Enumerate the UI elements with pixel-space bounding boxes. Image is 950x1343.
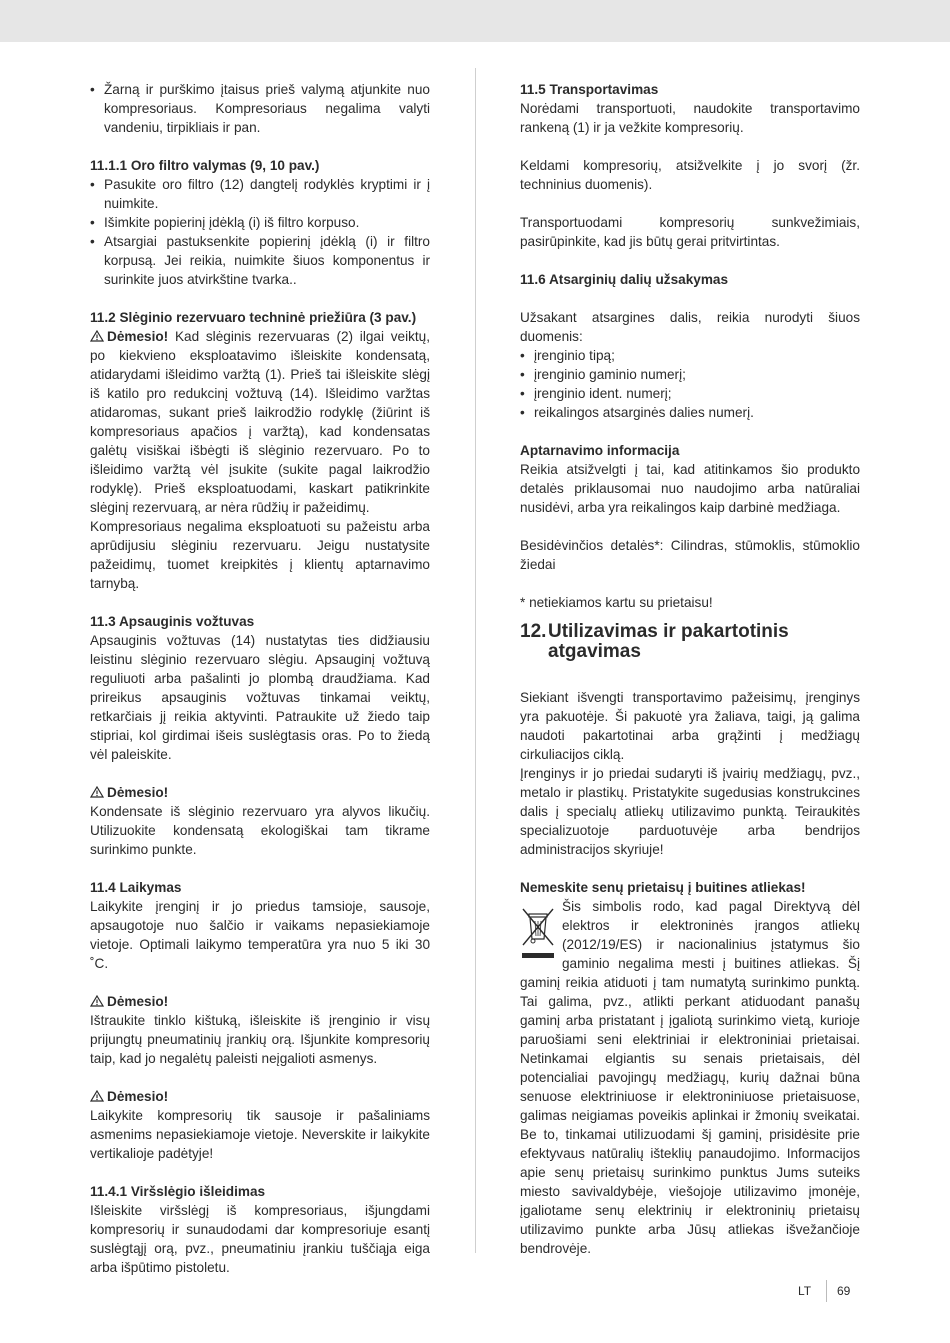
intro-bullet: • Žarną ir purškimo įtaisus prieš valymą atjunkite nuo kompresoriaus. Kompresoriaus negalima valyti vandeniu, tirpikliais ir pan.: [90, 80, 430, 137]
footnote: * netiekiamos kartu su prietaisu!: [520, 595, 713, 610]
left-column: [90, 80, 430, 1277]
transport-text: Transportuodami kompresorių sunkvežimiais, pasirūpinkite, kad jis būtų gerai pritvirtintas.: [520, 215, 860, 249]
attention-label: Dėmesio!: [107, 329, 169, 344]
attention-label: Dėmesio!: [107, 785, 169, 800]
filter-bullet: • Išimkite popierinį įdėklą (i) iš filtro korpuso.: [90, 213, 430, 232]
warning-triangle-icon: [90, 330, 104, 342]
attention-label: Dėmesio!: [107, 1089, 169, 1104]
attention-text: Kondensate iš slėginio rezervuaro yra alyvos likučių. Utilizuokite kondensatą ekologiškai tam tikrame surinkimo punkte.: [90, 804, 430, 857]
parts-heading: 11.6 Atsarginių dalių užsakymas: [520, 272, 729, 287]
page-number: 69: [837, 1284, 851, 1298]
parts-bullet: • įrenginio ident. numerį;: [520, 384, 860, 403]
tank-paragraph: [90, 327, 430, 517]
filter-bullet: • Atsargiai pastuksenkite popierinį įdėklą (i) ir filtro korpusą. Jei reikia, nuimkite šiuos komponentus ir surinkite juos atvirkštine tvarka..: [90, 232, 430, 289]
valve-heading: 11.3 Apsauginis vožtuvas: [90, 614, 255, 629]
chapter-title: Utilizavimas ir pakartotinis atgavimas: [548, 621, 789, 662]
attention-heading: [90, 992, 430, 1011]
chapter-number: 12.: [520, 621, 547, 642]
attention-text: Laikykite kompresorių tik sausoje ir pašaliniams asmenims nepasiekiamoje vietoje. Neverskite ir laikykite vertikalioje padėtyje!: [90, 1108, 430, 1161]
right-column: [520, 80, 860, 1258]
attention-heading: [90, 1087, 430, 1106]
household-heading: Nemeskite senų prietaisų į buitines atliekas!: [520, 880, 806, 895]
parts-bullet: • įrenginio tipą;: [520, 346, 860, 365]
parts-bullet: • reikalingos atsarginės dalies numerį.: [520, 403, 860, 422]
transport-text: Norėdami transportuoti, naudokite transportavimo rankeną (1) ir ja vežkite kompresorių.: [520, 101, 860, 135]
transport-text: Keldami kompresorių, atsižvelkite į jo svorį (žr. techninius duomenis).: [520, 158, 860, 192]
transport-heading: 11.5 Transportavimas: [520, 82, 659, 97]
filter-bullet: • Pasukite oro filtro (12) dangtelį rodyklės kryptimi ir į nuimkite.: [90, 175, 430, 213]
disposal-text: Siekiant išvengti transportavimo pažeisimų, įrenginys yra pakuotėje. Ši pakuotė yra žaliava, taigi, ją galima naudoti pakartotinai arba grąžinti į medžiagų cirkuliacijos ciklą.: [520, 690, 860, 762]
attention-heading: [90, 783, 430, 802]
tank-text: Kad slėginis rezervuaras (2) ilgai veiktų, po kiekvieno eksploatavimo išleiskite kondensatą, atidarydami išleidimo varžtą (1). Prieš tai išleiskite slėgį iš katilo pro redukcinį vožtuvą (14). Išleidimo varžtas atidaromas, sukant prieš laikrodžio rodyklę (žiūrint iš kompresoriaus apačios į varžtą), kad kondensatas galėtų visiškai išbėgti iš slėginio rezervuaro. Po to išleidimo varžtą vėl įsukite (sukite pagal laikrodžio rodyklę). Prieš eksploatuodami, kaskart patikrinkite slėginį rezervuarą, ar nėra rūdžių ir pažeidimų.: [90, 329, 431, 515]
valve-text: Apsauginis vožtuvas (14) nustatytas ties didžiausiu leistinu slėginio rezervuaro slėgiu. Apsauginį vožtuvą reguliuoti arba pašalinti jo plombą draudžiama. Kad prireikus apsauginis vožtuvas tinkamai veiktų, retkarčiais jį reikia aktyvinti. Patraukite už žiedo taip stipriai, kol girdimai išeis suslėgtasis oras. Po to žiedą vėl paleiskite.: [90, 633, 430, 762]
weee-block: [520, 897, 860, 1258]
disposal-text: Įrenginys ir jo priedai sudaryti iš įvairių medžiagų, pvz., metalo ir plastikų. Pristatykite sugedusias konstrukcines dalis į specialų atliekų utilizavimo punktą. Teiraukitės specializuotoje parduotuvėje arba bendrijos administracijos skyriuje!: [520, 766, 860, 857]
tank-text-2: Kompresoriaus negalima eksploatuoti su pažeistu arba aprūdijusiu slėginiu rezervuaru. Jeigu nustatysite pažeidimų, tuomet kreipkitės į klientų aptarnavimo tarnybą.: [90, 519, 430, 591]
weee-text: Šis simbolis rodo, kad pagal Direktyvą dėl elektros ir elektroninės įrangos atliekų (2012/19/ES) ir nacionalinius įstatymus šio gaminio negalima mesti į buitines atliekas. Šį gaminį reikia atiduoti į tam numatytą surinkimo punktą. Tai galima, pvz., atlikti perkant atiduodant panašų gaminį arba pristatant į įgaliotą surinkimo vietą, kurioje paruošiami seni elektriniai ir elektroniniai prietaisai. Netinkamai elgiantis su senais prietaisais, dėl potencialiai pavojingų medžiagų, kurių dažnai būna senuose elektriniuose ir elektroniniuose prietaisuose, galimas neigiamas poveikis aplinkai ir žmonių sveikatai. Be to, tinkamai utilizuodami šį gaminį, prisidėsite prie efektyvaus natūralių išteklių panaudojimo. Informacijos apie senų prietaisų surinkimo punktus Jums suteiks miesto savivaldybėje, viešojoje utilizavimo įmonėje, įgaliotame senų elektrinių ir elektroninių prietaisų utilizavimo punkte arba Jūsų atliekas išvežančioje bendrovėje.: [520, 899, 860, 1256]
attention-label: Dėmesio!: [107, 994, 169, 1009]
parts-intro: Užsakant atsargines dalis, reikia nurodyti šiuos duomenis:: [520, 310, 860, 344]
warning-triangle-icon: [90, 995, 104, 1007]
service-text: Reikia atsižvelgti į tai, kad atitinkamos šio produkto detalės priklausomai nuo naudojimo arba natūraliai nusidėvi, arba yra reikalingos kaip darbinė medžiaga.: [520, 462, 860, 515]
crossed-out-wheelie-bin-icon: [520, 903, 556, 963]
attention-text: Ištraukite tinklo kištuką, išleiskite iš įrenginio ir visų prijungtų pneumatinių įrankių orą. Išjunkite kompresorių taip, kad jo negalėtų paleisti neįgalioti asmenys.: [90, 1013, 430, 1066]
column-divider: [475, 68, 476, 1253]
overpressure-heading: 11.4.1 Viršslėgio išleidimas: [90, 1184, 266, 1199]
warning-triangle-icon: [90, 1090, 104, 1102]
warning-triangle-icon: [90, 786, 104, 798]
wear-parts: Besidėvinčios detalės*: Cilindras, stūmoklis, stūmoklio žiedai: [520, 538, 860, 572]
tank-heading: 11.2 Slėginio rezervuaro techninė priežiūra (3 pav.): [90, 310, 417, 325]
footer-divider: [826, 1280, 827, 1302]
storage-heading: 11.4 Laikymas: [90, 880, 182, 895]
filter-heading: 11.1.1 Oro filtro valymas (9, 10 pav.): [90, 158, 320, 173]
chapter-heading: [520, 622, 860, 662]
parts-bullet: • įrenginio gaminio numerį;: [520, 365, 860, 384]
footer-language: LT: [798, 1284, 812, 1298]
service-heading: Aptarnavimo informacija: [520, 443, 680, 458]
overpressure-text: Išleiskite viršslėgį iš kompresoriaus, išjungdami kompresorių ir sunaudodami dar kompresoriuje esantį suslėgtąjį orą, pvz., pneumatiniu įrankiu tuščiąja eiga arba išpūtimo pistoletu.: [90, 1203, 430, 1275]
top-band: [0, 0, 950, 42]
storage-text: Laikykite įrenginį ir jo priedus tamsioje, sausoje, apsaugotoje nuo šalčio ir vaikams nepasiekiamoje vietoje. Optimali laikymo temperatūra yra nuo 5 iki 30 ˚C.: [90, 899, 430, 971]
